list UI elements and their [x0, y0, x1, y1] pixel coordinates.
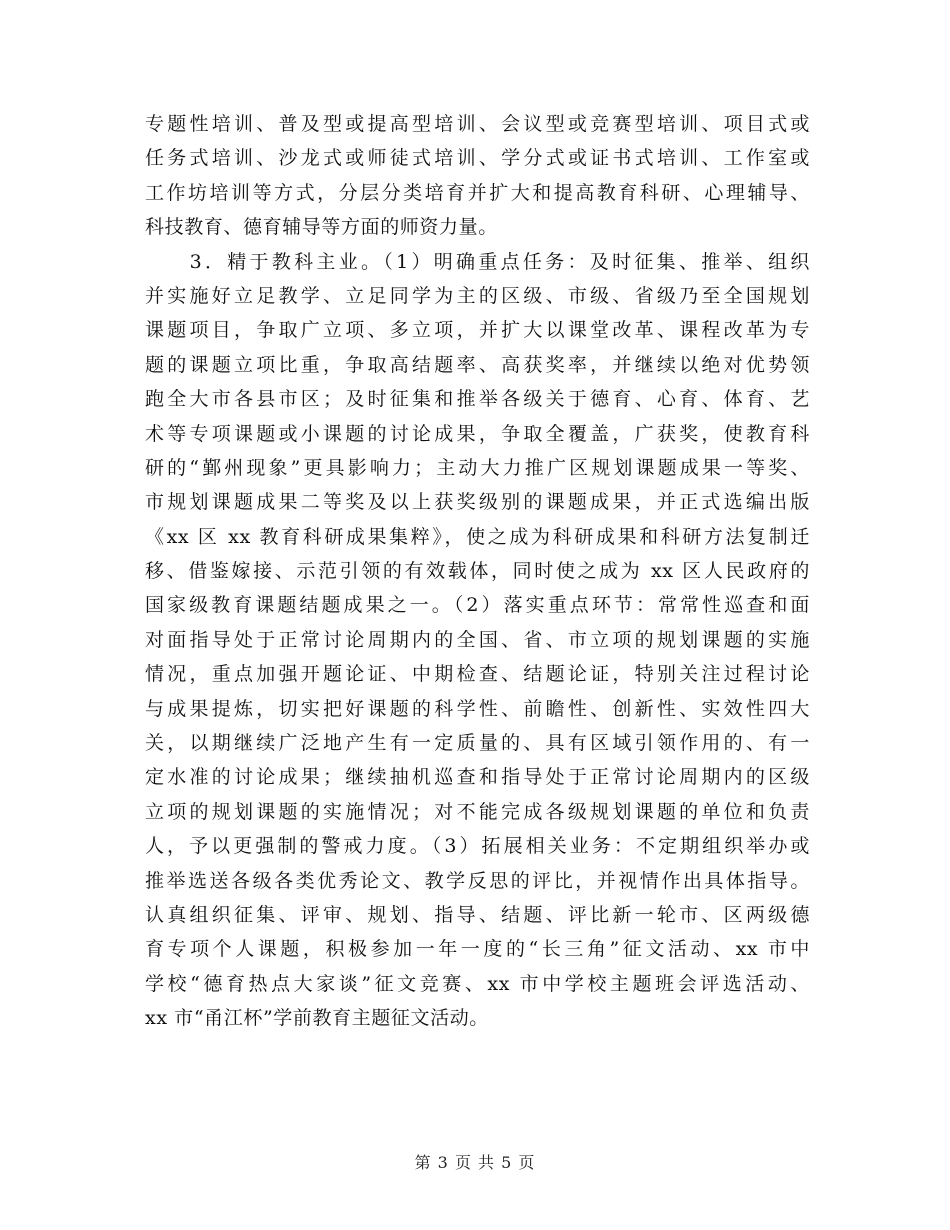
text-line: 题的课题立项比重，争取高结题率、高获奖率，并继续以绝对优势领: [145, 353, 810, 376]
text-line: 任务式培训、沙龙式或师徒式培训、学分式或证书式培训、工作室或: [145, 147, 810, 170]
text-line: 并实施好立足教学、立足同学为主的区级、市级、省级乃至全国规划: [145, 284, 810, 307]
text-line: 育专项个人课题，积极参加一年一度的“长三角”征文活动、xx 市中: [145, 938, 810, 961]
text-line: 市规划课题成果二等奖及以上获奖级别的课题成果，并正式选编出版: [145, 491, 810, 514]
text-line: 学校“德育热点大家谈”征文竞赛、xx 市中学校主题班会评选活动、: [145, 972, 810, 995]
text-line: 《xx 区 xx 教育科研成果集粹》，使之成为科研成果和科研方法复制迁: [145, 525, 810, 548]
page-number-footer: 第 3 页 共 5 页: [414, 1153, 536, 1172]
text-line: 术等专项课题或小课题的讨论成果，争取全覆盖，广获奖，使教育科: [145, 422, 810, 445]
text-line: 推举选送各级各类优秀论文、教学反思的评比，并视情作出具体指导。: [145, 869, 810, 892]
text-line: 课题项目，争取广立项、多立项，并扩大以课堂改革、课程改革为专: [145, 319, 810, 342]
text-line: 与成果提炼，切实把好课题的科学性、前瞻性、创新性、实效性四大: [145, 697, 810, 720]
text-line: 认真组织征集、评审、规划、指导、结题、评比新一轮市、区两级德: [145, 903, 810, 926]
text-line: 专题性培训、普及型或提高型培训、会议型或竞赛型培训、项目式或: [145, 113, 810, 135]
text-line: 跑全大市各县市区；及时征集和推举各级关于德育、心育、体育、艺: [145, 388, 810, 411]
text-line: 立项的规划课题的实施情况；对不能完成各级规划课题的单位和负责: [145, 800, 810, 823]
text-line: 研的“鄞州现象”更具影响力；主动大力推广区规划课题成果一等奖、: [145, 456, 810, 479]
text-line: 移、借鉴嫁接、示范引领的有效载体，同时使之成为 xx 区人民政府的: [145, 560, 810, 583]
text-line: 3．精于教科主业。（1）明确重点任务：及时征集、推举、组织: [145, 250, 810, 273]
text-line: 情况，重点加强开题论证、中期检查、结题论证，特别关注过程讨论: [145, 663, 810, 686]
text-line: 定水准的讨论成果；继续抽机巡查和指导处于正常讨论周期内的区级: [145, 766, 810, 789]
text-line: 关，以期继续广泛地产生有一定质量的、具有区域引领作用的、有一: [145, 732, 810, 755]
text-line: 科技教育、德育辅导等方面的师资力量。: [145, 216, 498, 239]
text-line: 工作坊培训等方式，分层分类培育并扩大和提高教育科研、心理辅导、: [145, 181, 810, 204]
text-line: 人，予以更强制的警戒力度。（3）拓展相关业务：不定期组织举办或: [145, 835, 810, 858]
body-text: [145, 107, 810, 1036]
text-line: 国家级教育课题结题成果之一。（2）落实重点环节：常常性巡查和面: [145, 594, 810, 617]
text-line: 对面指导处于正常讨论周期内的全国、省、市立项的规划课题的实施: [145, 628, 810, 651]
text-line: xx 市“甬江杯”学前教育主题征文活动。: [145, 1007, 489, 1030]
